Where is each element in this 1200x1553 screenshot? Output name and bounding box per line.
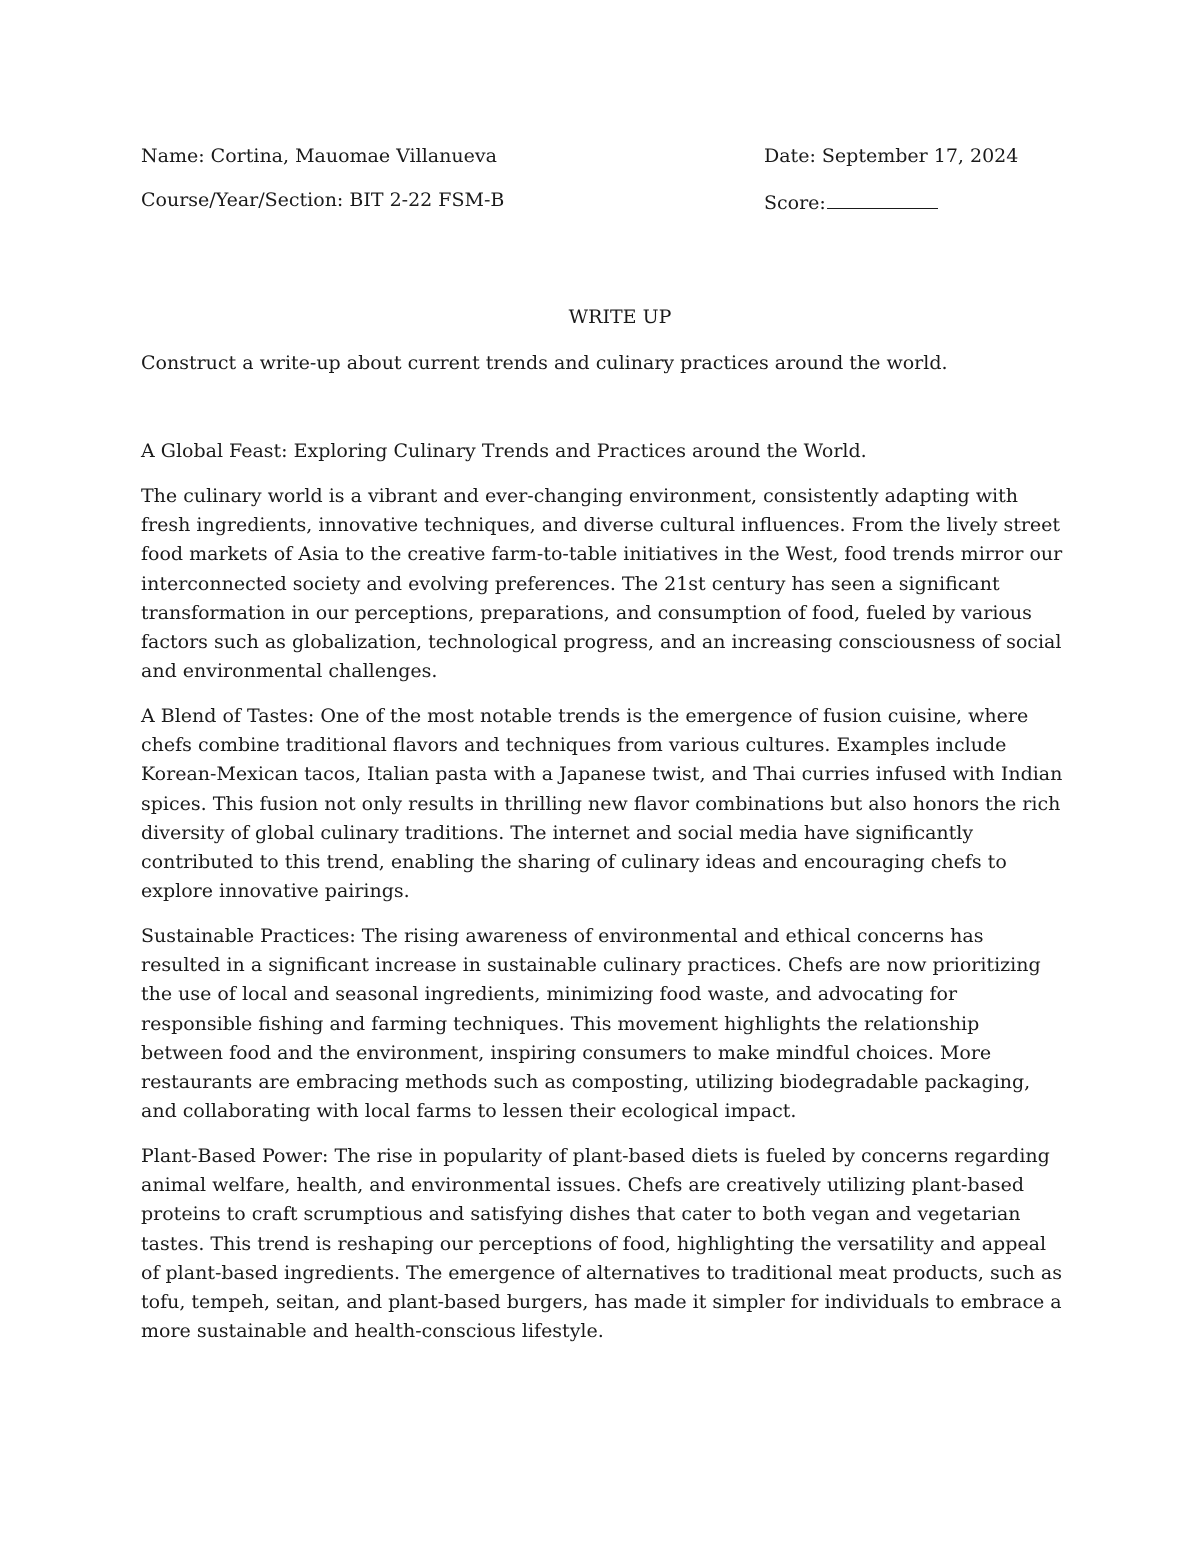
course-value: BIT 2-22 FSM-B — [349, 189, 505, 211]
score-blank — [827, 188, 938, 209]
paragraph-plant-based-power: Plant-Based Power: The rise in popularity of plant-based diets is fueled by concerns regarding animal welfare, health, and environmental issues. Chefs are creatively utilizing plant-based proteins to craft scrumptious and satisfying dishes that cater to both vegan and vegetarian tastes. This trend is reshaping our perceptions of food, highlighting the versatility and appeal of plant-based ingredients. The emergence of alternatives to traditional meat products, such as tofu, tempeh, seitan, and plant-based burgers, has made it simpler for individuals to embrace a more sustainable and health-conscious lifestyle. — [141, 1145, 1062, 1343]
date-value: September 17, 2024 — [821, 145, 1019, 167]
date-line — [764, 144, 1018, 168]
score-line — [764, 188, 938, 215]
score-label: Score: — [764, 192, 826, 214]
course-line — [141, 188, 504, 212]
name-value: Cortina, Mauomae Villanueva — [210, 145, 497, 167]
page-title: WRITE UP — [568, 306, 672, 328]
date-label: Date: — [764, 145, 816, 167]
instruction: Construct a write-up about current trends and culinary practices around the world. — [141, 352, 948, 374]
paragraph-blend-of-tastes: A Blend of Tastes: One of the most notable trends is the emergence of fusion cuisine, where chefs combine traditional flavors and techniques from various cultures. Examples include Korean-Mexican tacos, Italian pasta with a Japanese twist, and Thai curries infused with Indian spices. This fusion not only results in thrilling new flavor combinations but also honors the rich diversity of global culinary traditions. The internet and social media have significantly contributed to this trend, enabling the sharing of culinary ideas and encouraging chefs to explore innovative pairings. — [141, 705, 1063, 903]
essay-title: A Global Feast: Exploring Culinary Trends and Practices around the World. — [141, 440, 867, 462]
course-label: Course/Year/Section: — [141, 189, 344, 211]
name-label: Name: — [141, 145, 205, 167]
paragraph-intro: The culinary world is a vibrant and ever-changing environment, consistently adapting with fresh ingredients, innovative techniques, and diverse cultural influences. From the lively street food markets of Asia to the creative farm-to-table initiatives in the West, food trends mirror our interconnected society and evolving preferences. The 21st century has seen a significant transformation in our perceptions, preparations, and consumption of food, fueled by various factors such as globalization, technological progress, and an increasing consciousness of social and environmental challenges. — [141, 485, 1063, 683]
name-line — [141, 144, 497, 168]
paragraph-sustainable-practices: Sustainable Practices: The rising awareness of environmental and ethical concerns has resulted in a significant increase in sustainable culinary practices. Chefs are now prioritizing the use of local and seasonal ingredients, minimizing food waste, and advocating for responsible fishing and farming techniques. This movement highlights the relationship between food and the environment, inspiring consumers to make mindful choices. More restaurants are embracing methods such as composting, utilizing biodegradable packaging, and collaborating with local farms to lessen their ecological impact. — [141, 925, 1041, 1123]
